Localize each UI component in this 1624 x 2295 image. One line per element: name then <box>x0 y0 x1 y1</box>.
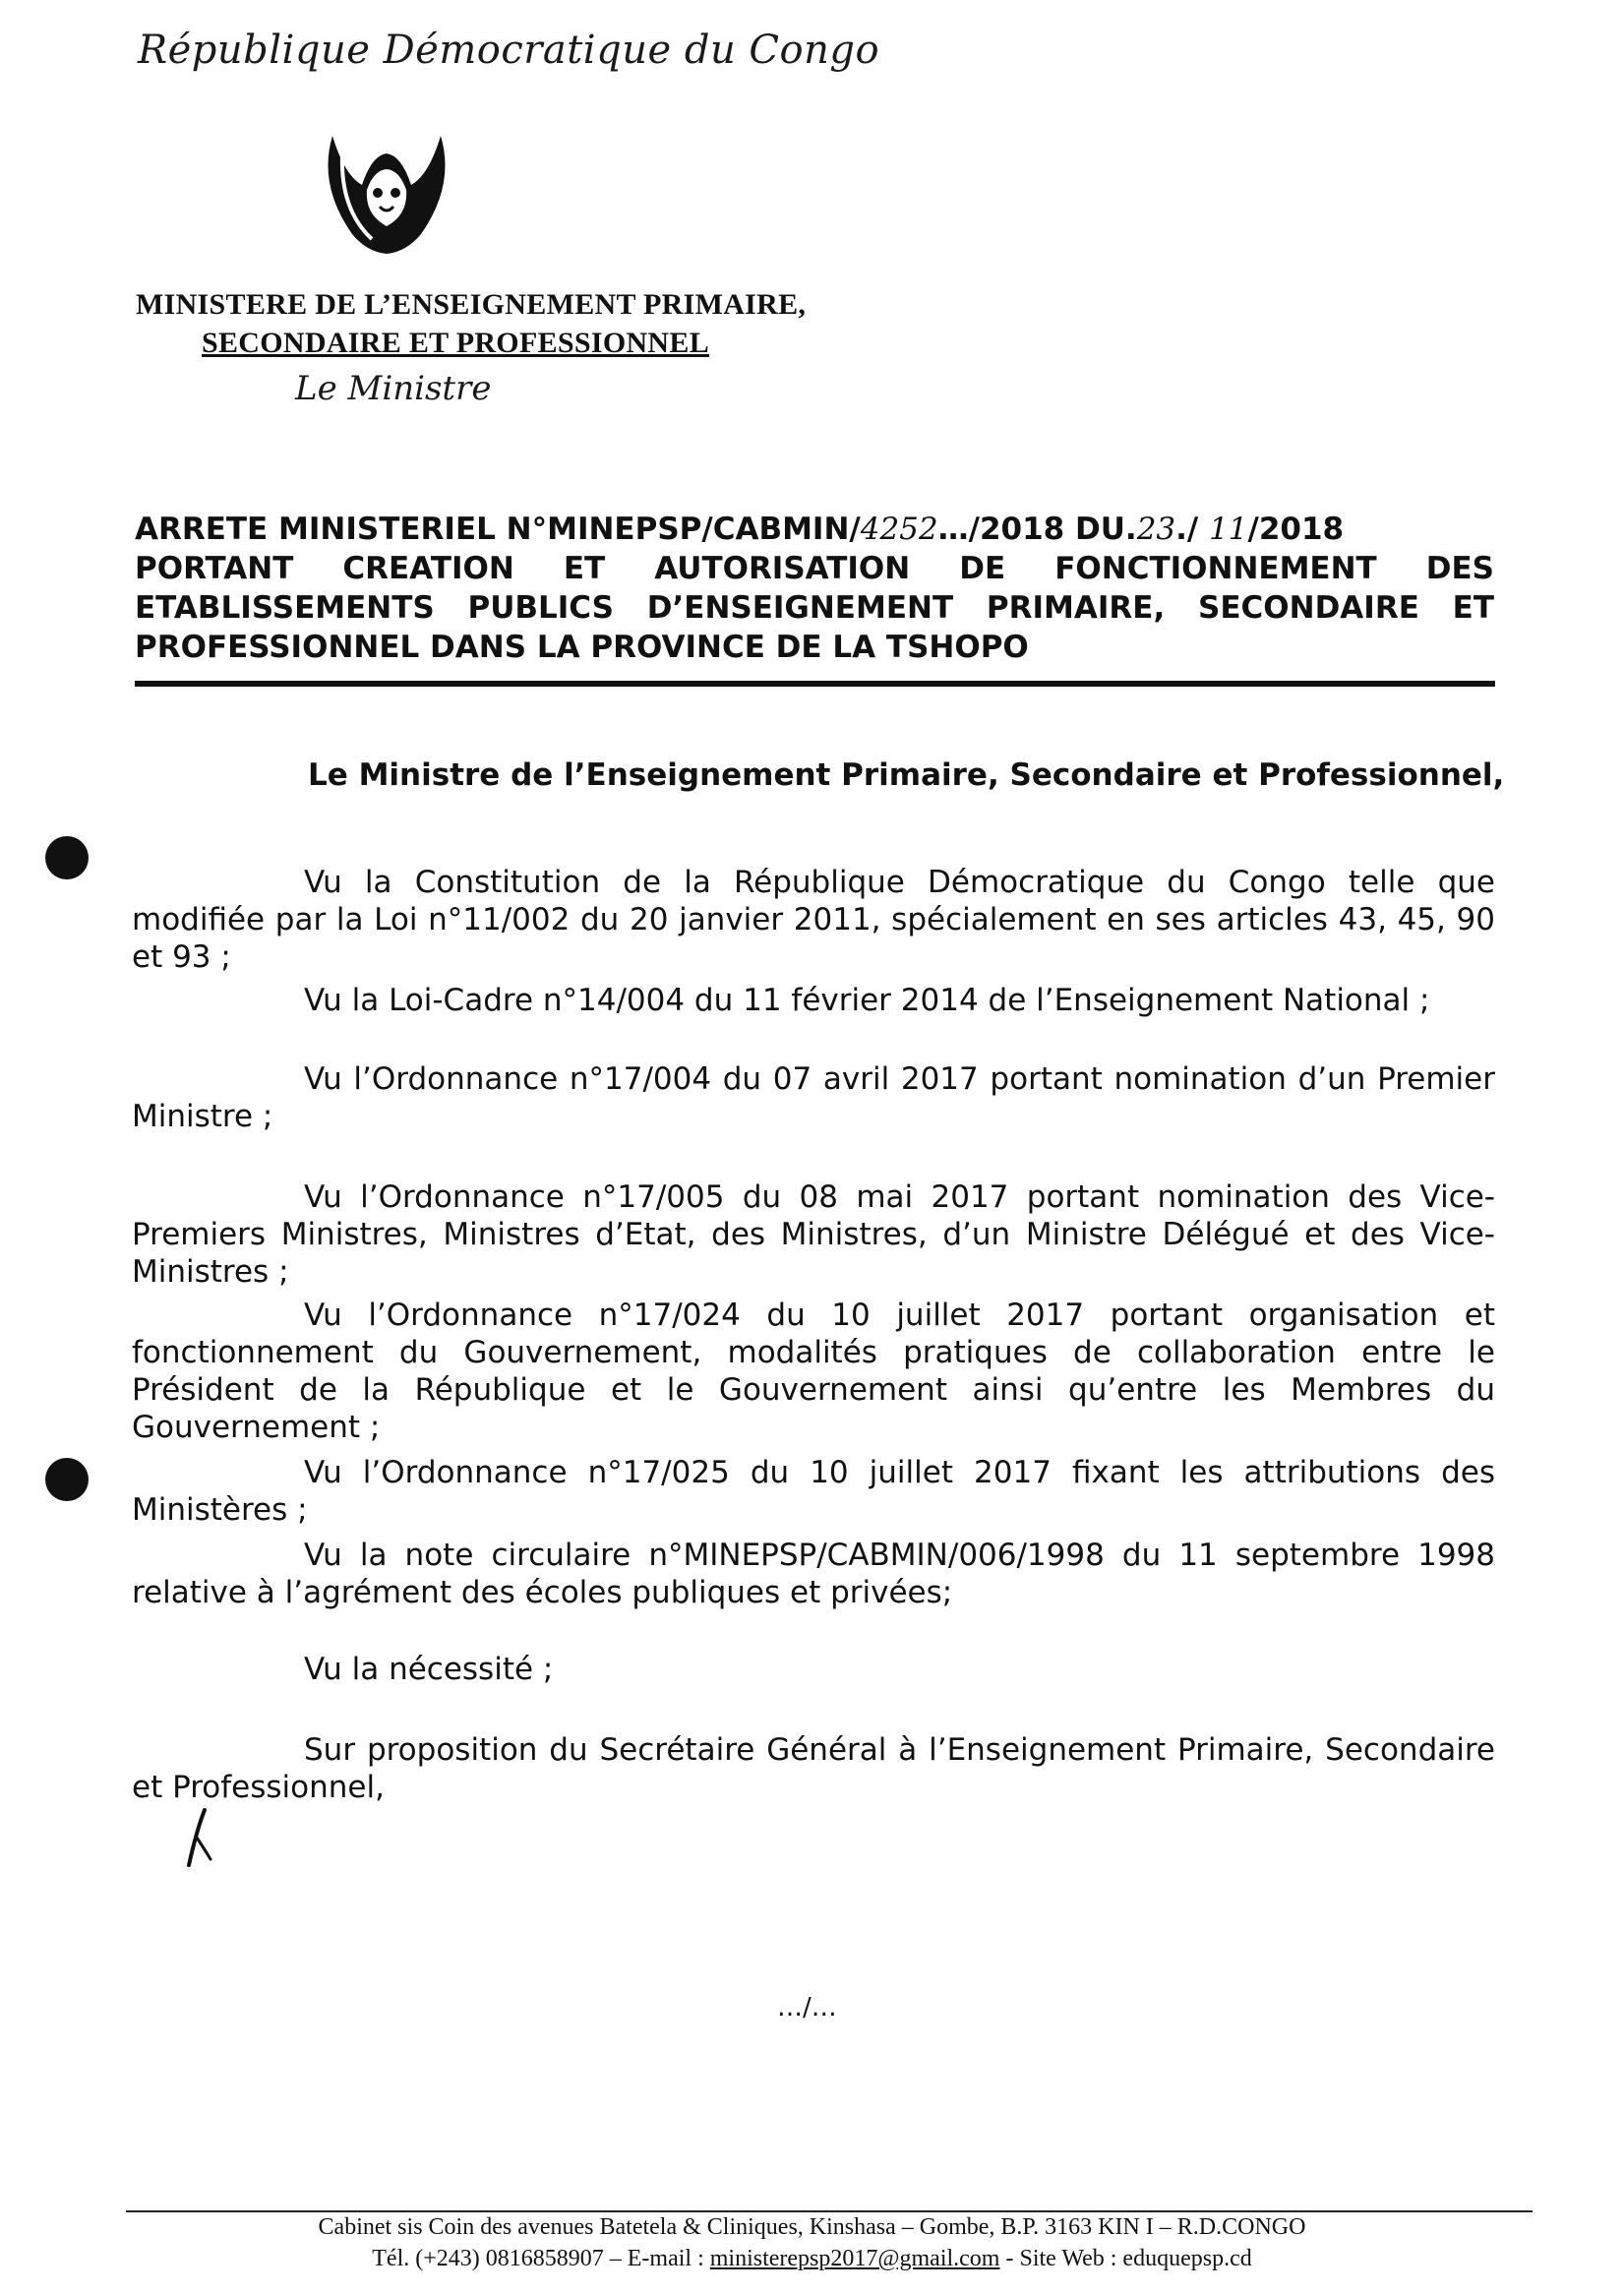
country-heading: République Démocratique du Congo <box>138 28 880 73</box>
consideration-paragraph: Vu la nécessité ; <box>304 1652 554 1687</box>
decree-prefix: ARRETE MINISTERIEL N°MINEPSP/CABMIN/ <box>135 512 861 547</box>
punch-hole-mark <box>45 1458 89 1501</box>
decree-reference-line: ARRETE MINISTERIEL N°MINEPSP/CABMIN/4252…/2018 DU.23./ 11/2018 <box>135 512 1345 547</box>
initial-mark <box>175 1808 218 1869</box>
decree-month: 11 <box>1209 512 1248 547</box>
decree-subject-line3: ETABLISSEMENTS PUBLICS D’ENSEIGNEMENT PRIMAIRE, SECONDAIRE ET <box>135 590 1494 626</box>
decree-subject-line4: PROFESSIONNEL DANS LA PROVINCE DE LA TSHOPO <box>135 630 1029 665</box>
consideration-paragraph: Vu l’Ordonnance n°17/004 du 07 avril 2017 portant nomination d’un Premier Ministre ; <box>132 1061 1495 1134</box>
decree-year: /2018 <box>1247 512 1345 547</box>
decree-day: 23 <box>1136 512 1176 547</box>
consideration-paragraph: Vu la Constitution de la République Démocratique du Congo telle que modifiée par la Loi n°11/002 du 20 janvier 2011, spécialement en ses articles 43, 45, 90 et 93 ; <box>132 865 1495 975</box>
continuation-marker: …/… <box>777 1993 837 2023</box>
consideration-paragraph: Sur proposition du Secrétaire Général à l’Enseignement Primaire, Secondaire et Professionnel, <box>132 1732 1495 1805</box>
decree-number: 4252 <box>860 512 938 547</box>
title-divider <box>135 681 1495 687</box>
punch-hole-mark <box>45 836 89 879</box>
footer-divider <box>126 2210 1533 2212</box>
decree-title-block <box>135 510 1494 667</box>
issuing-authority: Le Ministre de l’Enseignement Primaire, Secondaire et Professionnel, <box>308 757 1505 793</box>
office-title: Le Ministre <box>295 369 492 408</box>
consideration-paragraph: Vu la note circulaire n°MINEPSP/CABMIN/006/1998 du 11 septembre 1998 relative à l’agrément des écoles publiques et privées; <box>132 1538 1495 1610</box>
ministry-name-line2: SECONDAIRE ET PROFESSIONNEL <box>202 327 710 359</box>
decree-mid: …/2018 DU. <box>937 512 1137 547</box>
footer-phone: Tél. (+243) 0816858907 – E-mail : <box>372 2246 710 2271</box>
footer-website: - Site Web : eduquepsp.cd <box>999 2246 1252 2271</box>
consideration-paragraph: Vu la Loi-Cadre n°14/004 du 11 février 2014 de l’Enseignement National ; <box>304 983 1430 1018</box>
consideration-paragraph: Vu l’Ordonnance n°17/025 du 10 juillet 2017 fixant les attributions des Ministères ; <box>132 1455 1495 1528</box>
footer-address: Cabinet sis Coin des avenues Batetela & Cliniques, Kinshasa – Gombe, B.P. 3163 KIN I – R.D.CONGO <box>318 2214 1306 2240</box>
ministry-name-line1: MINISTERE DE L’ENSEIGNEMENT PRIMAIRE, <box>136 288 807 321</box>
consideration-paragraph: Vu l’Ordonnance n°17/024 du 10 juillet 2017 portant organisation et fonctionnement du Gouvernement, modalités pratiques de collaboration entre le Président de la République et le Gouvernement ainsi qu’entre les Membres du Gouvernement ; <box>132 1298 1495 1445</box>
footer-email-link[interactable]: ministerepsp2017@gmail.com <box>709 2246 1000 2271</box>
coat-of-arms-emblem <box>313 116 460 264</box>
consideration-paragraph: Vu l’Ordonnance n°17/005 du 08 mai 2017 portant nomination des Vice-Premiers Ministres, Ministres d’Etat, des Ministres, d’un Ministre Délégué et des Vice-Ministres ; <box>132 1179 1495 1290</box>
footer-contact <box>0 2246 1624 2272</box>
decree-subject-line2: PORTANT CREATION ET AUTORISATION DE FONCTIONNEMENT DES <box>135 551 1494 586</box>
